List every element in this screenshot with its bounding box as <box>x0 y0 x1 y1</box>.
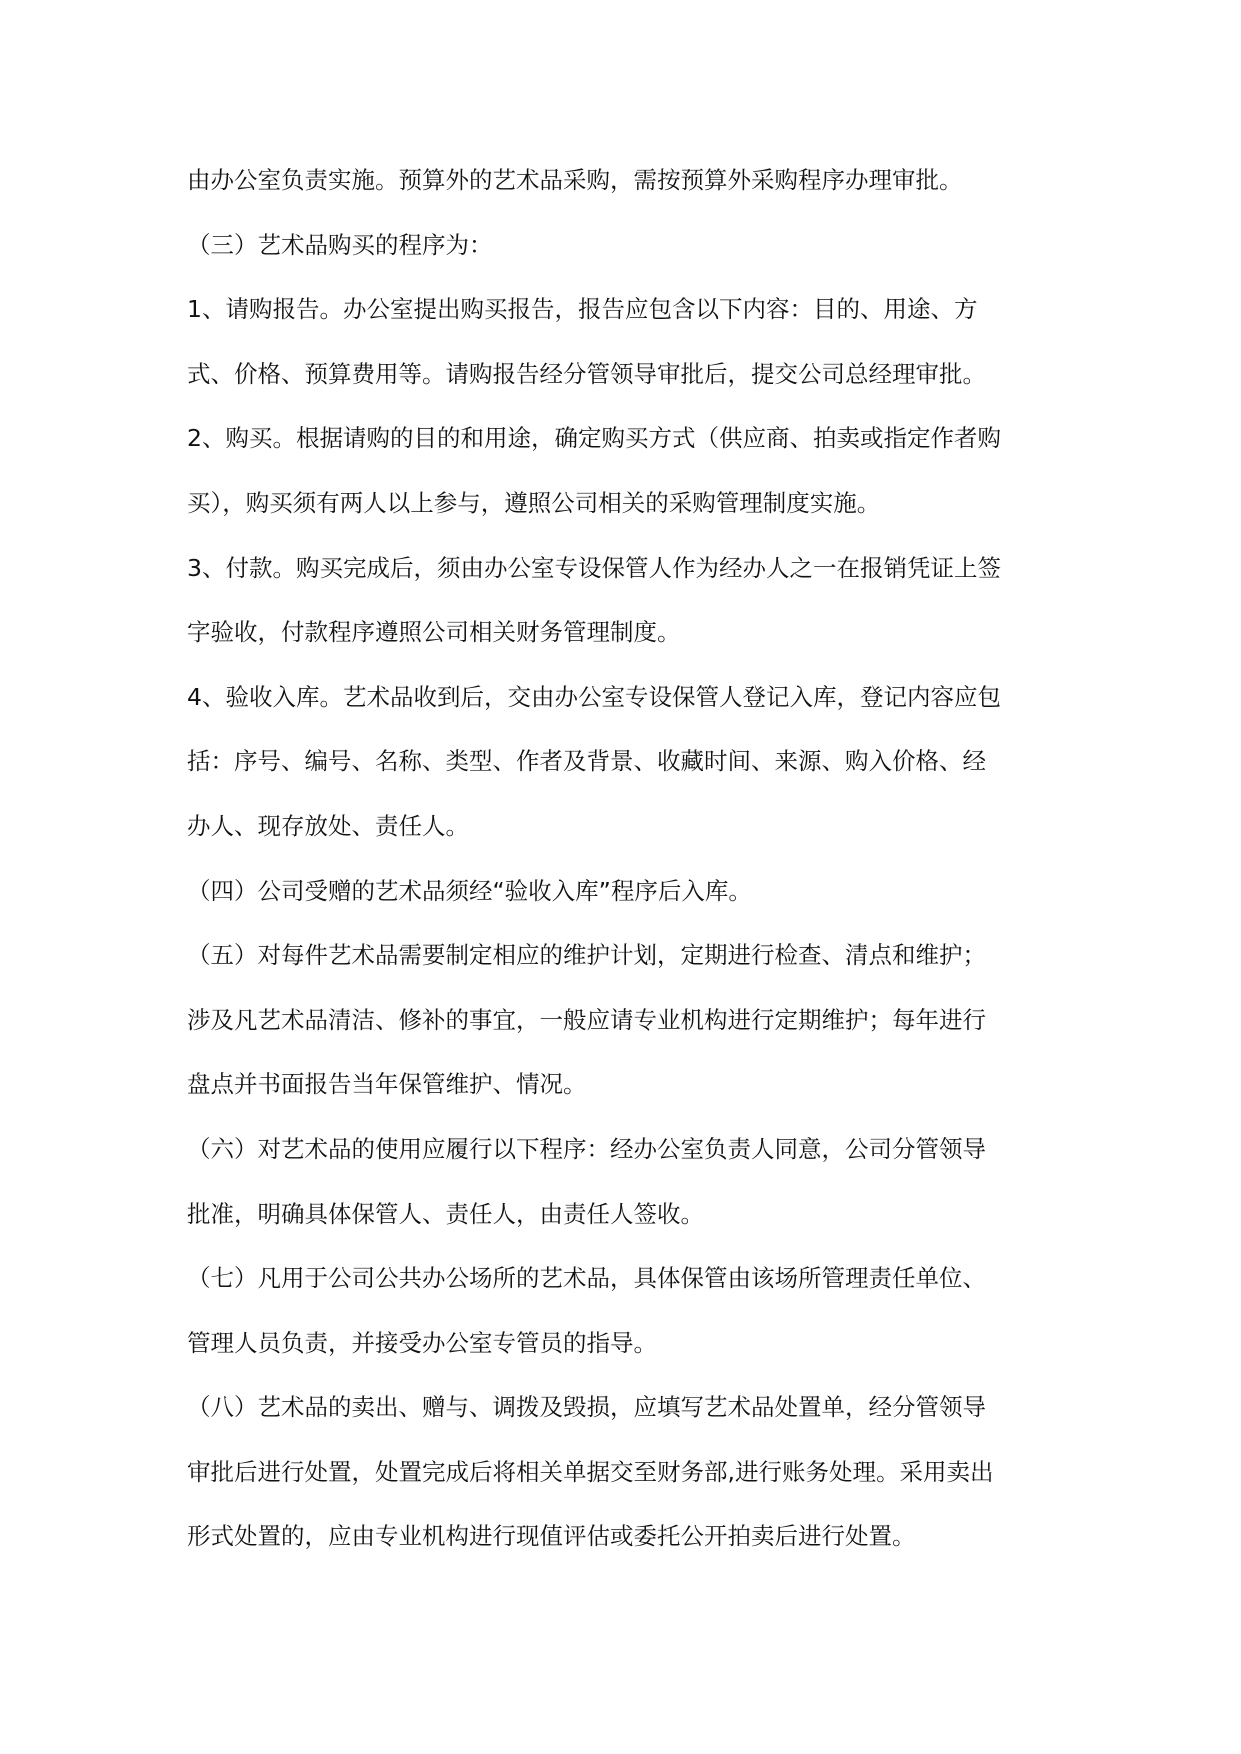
document-body <box>187 148 1067 1569</box>
text-line: 审批后进行处置，处置完成后将相关单据交至财务部,进行账务处理。采用卖出 <box>187 1457 994 1486</box>
text-line: （八）艺术品的卖出、赠与、调拨及毁损，应填写艺术品处置单，经分管领导 <box>187 1393 986 1422</box>
text-line: 由办公室负责实施。预算外的艺术品采购，需按预算外采购程序办理审批。 <box>187 166 963 194</box>
text-line: 盘点并书面报告当年保管维护、情况。 <box>187 1070 587 1099</box>
text-line: 买），购买须有两人以上参与，遵照公司相关的采购管理制度实施。 <box>187 488 881 517</box>
text-line: （四）公司受赠的艺术品须经“验收入库”程序后入库。 <box>187 876 752 905</box>
text-line: 办人、现存放处、责任人。 <box>187 811 469 840</box>
text-line: （六）对艺术品的使用应履行以下程序：经办公室负责人同意，公司分管领导 <box>187 1134 986 1163</box>
text-line: （七）凡用于公司公共办公场所的艺术品，具体保管由该场所管理责任单位、 <box>187 1264 986 1293</box>
text-line: 2、购买。根据请购的目的和用途，确定购买方式（供应商、拍卖或指定作者购 <box>187 424 1001 453</box>
text-line: 形式处置的，应由专业机构进行现值评估或委托公开拍卖后进行处置。 <box>187 1522 916 1551</box>
text-line: 式、价格、预算费用等。请购报告经分管领导审批后，提交公司总经理审批。 <box>187 359 986 388</box>
text-line: 3、付款。购买完成后，须由办公室专设保管人作为经办人之一在报销凭证上签 <box>187 553 1001 582</box>
text-line: 涉及凡艺术品清洁、修补的事宜，一般应请专业机构进行定期维护；每年进行 <box>187 1005 986 1034</box>
text-line: 1、请购报告。办公室提出购买报告，报告应包含以下内容：目的、用途、方 <box>187 295 978 324</box>
text-line: 括：序号、编号、名称、类型、作者及背景、收藏时间、来源、购入价格、经 <box>187 747 986 776</box>
text-line: 批准，明确具体保管人、责任人，由责任人签收。 <box>187 1199 704 1228</box>
text-line: 4、验收入库。艺术品收到后，交由办公室专设保管人登记入库，登记内容应包 <box>187 682 1001 711</box>
text-line: （五）对每件艺术品需要制定相应的维护计划，定期进行检查、清点和维护； <box>187 941 986 970</box>
section-heading: （三）艺术品购买的程序为： <box>187 230 493 259</box>
text-line: 字验收，付款程序遵照公司相关财务管理制度。 <box>187 618 681 647</box>
text-line: 管理人员负责，并接受办公室专管员的指导。 <box>187 1328 657 1357</box>
